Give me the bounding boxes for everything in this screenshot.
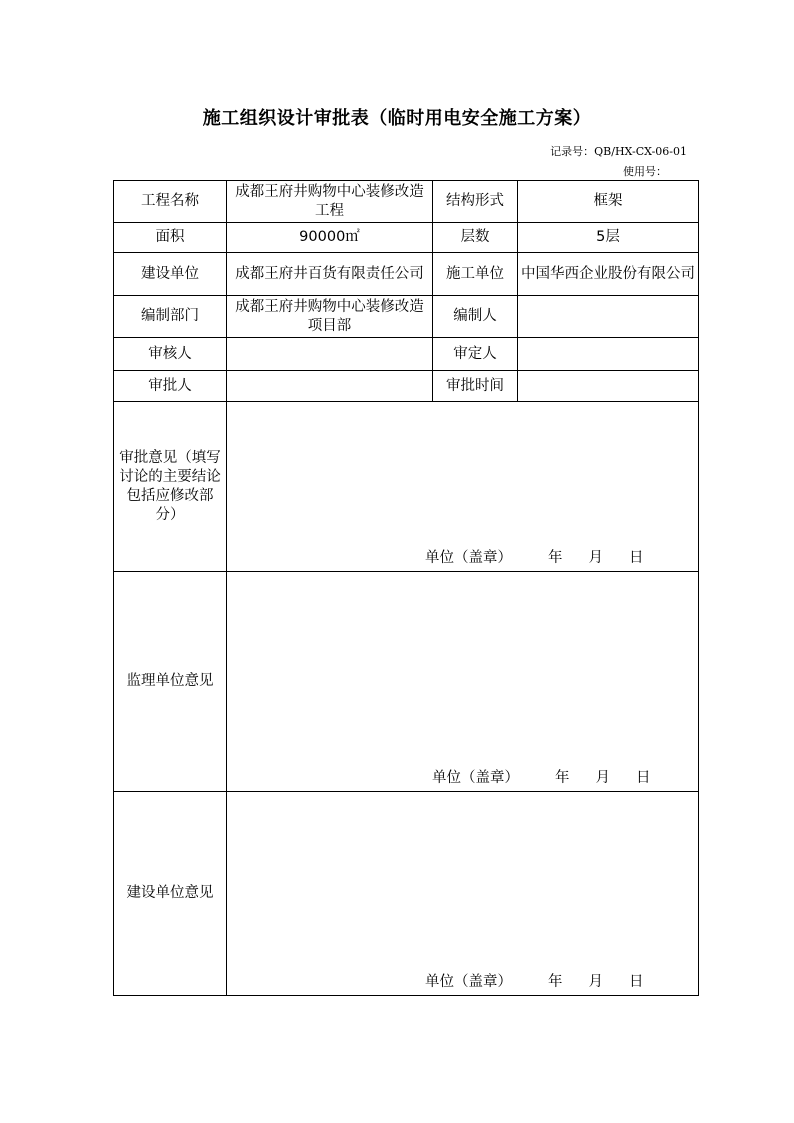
structure-label: 结构形式 bbox=[433, 181, 518, 223]
table-row bbox=[114, 792, 699, 996]
reviewer-value[interactable] bbox=[227, 338, 433, 371]
dept-value: 成都王府井购物中心装修改造项目部 bbox=[227, 296, 433, 338]
client-value: 成都王府井百货有限责任公司 bbox=[227, 253, 433, 296]
form-title: 施工组织设计审批表（临时用电安全施工方案） bbox=[202, 108, 592, 129]
approval-form-table bbox=[113, 180, 699, 996]
contractor-value: 中国华西企业股份有限公司 bbox=[518, 253, 699, 296]
sign-year-label: 年 bbox=[548, 974, 563, 990]
dept-label: 编制部门 bbox=[114, 296, 227, 338]
table-row bbox=[114, 181, 699, 223]
author-label: 编制人 bbox=[433, 296, 518, 338]
project-name-value: 成都王府井购物中心装修改造工程 bbox=[227, 181, 433, 223]
approval-opinion-label: 审批意见（填写讨论的主要结论包括应修改部分） bbox=[114, 402, 227, 572]
contractor-label: 施工单位 bbox=[433, 253, 518, 296]
table-row bbox=[114, 296, 699, 338]
sign-month-label: 月 bbox=[588, 974, 603, 990]
sign-year-label: 年 bbox=[548, 550, 563, 566]
table-row bbox=[114, 223, 699, 253]
supervision-opinion-area[interactable] bbox=[227, 572, 699, 792]
floors-label: 层数 bbox=[433, 223, 518, 253]
sign-month-label: 月 bbox=[588, 550, 603, 566]
sign-day-label: 日 bbox=[629, 550, 644, 566]
supervision-opinion-label: 监理单位意见 bbox=[114, 572, 227, 792]
approver-value[interactable] bbox=[227, 371, 433, 402]
client-signature-line bbox=[425, 973, 644, 992]
sign-unit-label: 单位（盖章） bbox=[425, 974, 512, 990]
client-label: 建设单位 bbox=[114, 253, 227, 296]
table-row bbox=[114, 253, 699, 296]
table-row bbox=[114, 402, 699, 572]
approver-final-value[interactable] bbox=[518, 338, 699, 371]
table-row bbox=[114, 572, 699, 792]
area-label: 面积 bbox=[114, 223, 227, 253]
approve-time-label: 审批时间 bbox=[433, 371, 518, 402]
table-row bbox=[114, 371, 699, 402]
sign-month-label: 月 bbox=[595, 770, 610, 786]
area-value: 90000㎡ bbox=[227, 223, 433, 253]
floors-value: 5层 bbox=[518, 223, 699, 253]
sign-day-label: 日 bbox=[629, 974, 644, 990]
sign-unit-label: 单位（盖章） bbox=[425, 550, 512, 566]
approval-signature-line bbox=[425, 549, 644, 568]
client-opinion-label: 建设单位意见 bbox=[114, 792, 227, 996]
sign-unit-label: 单位（盖章） bbox=[432, 770, 519, 786]
record-number: 记录号：QB/HX-CX-06-01 bbox=[550, 145, 687, 158]
approver-final-label: 审定人 bbox=[433, 338, 518, 371]
approve-time-value[interactable] bbox=[518, 371, 699, 402]
structure-value: 框架 bbox=[518, 181, 699, 223]
project-name-label: 工程名称 bbox=[114, 181, 227, 223]
sign-year-label: 年 bbox=[555, 770, 570, 786]
usage-number: 使用号： bbox=[623, 165, 667, 178]
approver-label: 审批人 bbox=[114, 371, 227, 402]
sign-day-label: 日 bbox=[636, 770, 651, 786]
table-row bbox=[114, 338, 699, 371]
author-value[interactable] bbox=[518, 296, 699, 338]
client-opinion-area[interactable] bbox=[227, 792, 699, 996]
supervision-signature-line bbox=[432, 769, 651, 788]
reviewer-label: 审核人 bbox=[114, 338, 227, 371]
approval-opinion-area[interactable] bbox=[227, 402, 699, 572]
